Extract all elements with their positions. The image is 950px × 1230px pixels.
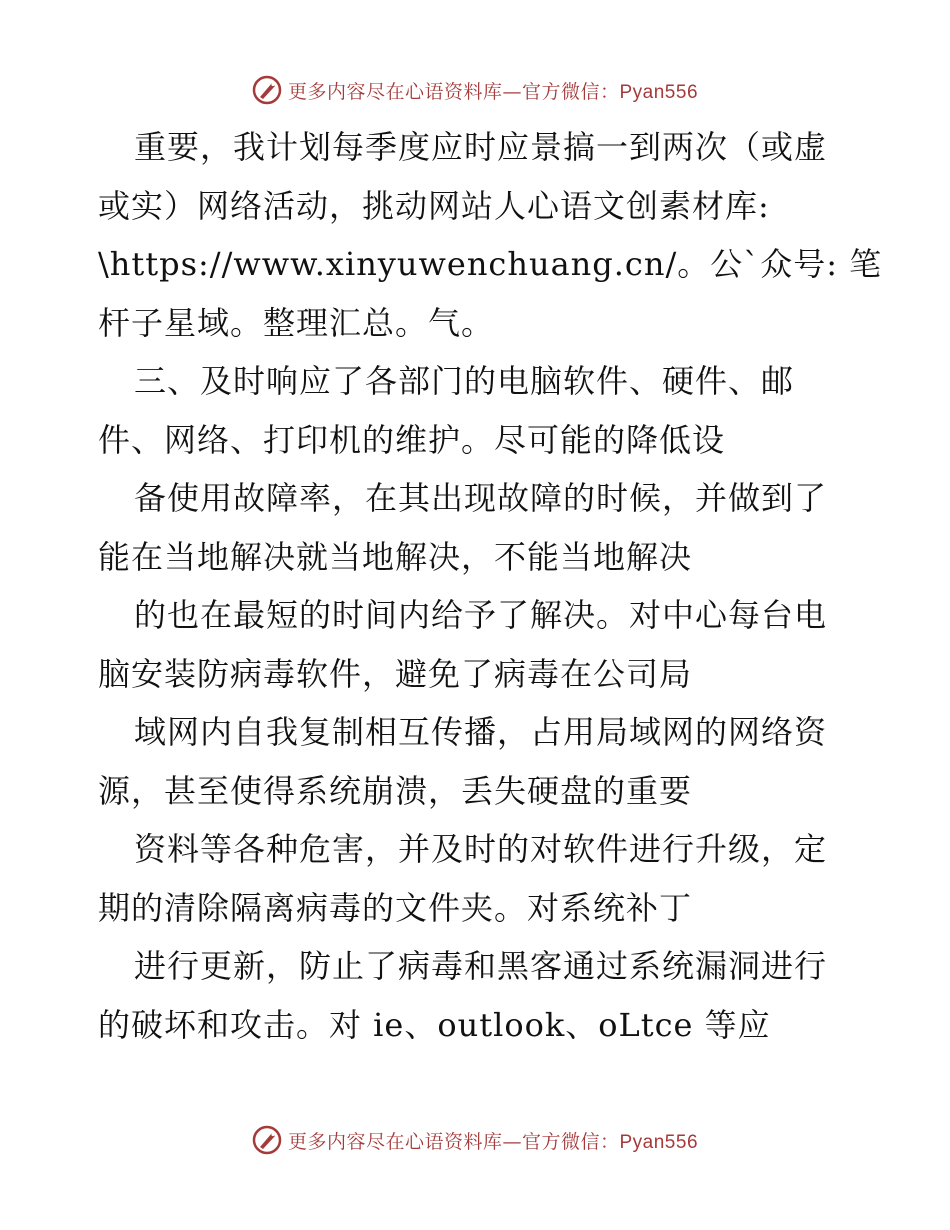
- watermark-separator: —: [502, 1130, 522, 1153]
- body-text-line: 的破坏和攻击。对 ie、outlook、oLtce 等应: [98, 1005, 771, 1044]
- watermark-text: [288, 77, 698, 104]
- body-text-line: 或实）网络活动，挑动网站人心语文创素材库:: [98, 186, 770, 225]
- quill-logo-icon: [252, 75, 282, 105]
- watermark-separator: —: [502, 80, 522, 103]
- body-text-line: 重要，我计划每季度应时应景搞一到两次（或虚: [134, 128, 828, 166]
- body-text-line: 能在当地解决就当地解决，不能当地解决: [98, 537, 693, 576]
- body-text-line: 源，甚至使得系统崩溃，丢失硬盘的重要: [98, 771, 693, 810]
- body-text-line: 期的清除隔离病毒的文件夹。对系统补丁: [98, 888, 693, 927]
- watermark-site-text: 更多内容尽在心语资料库: [287, 80, 503, 103]
- watermark-contact-label: 官方微信：: [521, 1130, 620, 1153]
- watermark-contact-id: Pyan556: [619, 1131, 699, 1153]
- body-text-line: 杆子星域。整理汇总。气。: [98, 303, 495, 342]
- footer-watermark-banner: [0, 1120, 950, 1160]
- body-text-line: 域网内自我复制相互传播，占用局域网的网络资: [134, 713, 828, 751]
- body-text-line: 资料等各种危害，并及时的对软件进行升级，定: [134, 830, 828, 868]
- watermark-site-text: 更多内容尽在心语资料库: [287, 1130, 503, 1153]
- watermark-text: [288, 1127, 698, 1154]
- body-text-line: 三、及时响应了各部门的电脑软件、硬件、邮: [134, 362, 795, 400]
- quill-logo-icon: [252, 1125, 282, 1155]
- watermark-contact-label: 官方微信：: [521, 80, 620, 103]
- watermark-contact-id: Pyan556: [619, 81, 699, 103]
- document-body: [98, 118, 883, 1054]
- body-text-line: 件、网络、打印机的维护。尽可能的降低设: [98, 420, 726, 459]
- body-text-line: 备使用故障率，在其出现故障的时候，并做到了: [134, 479, 828, 517]
- header-watermark-banner: [0, 70, 950, 110]
- body-text-line: \https://www.xinyuwenchuang.cn/。公`众号: 笔: [98, 245, 883, 283]
- body-text-line: 进行更新，防止了病毒和黑客通过系统漏洞进行: [134, 947, 828, 985]
- body-text-line: 脑安装防病毒软件，避免了病毒在公司局: [98, 654, 693, 693]
- body-text-line: 的也在最短的时间内给予了解决。对中心每台电: [134, 596, 828, 634]
